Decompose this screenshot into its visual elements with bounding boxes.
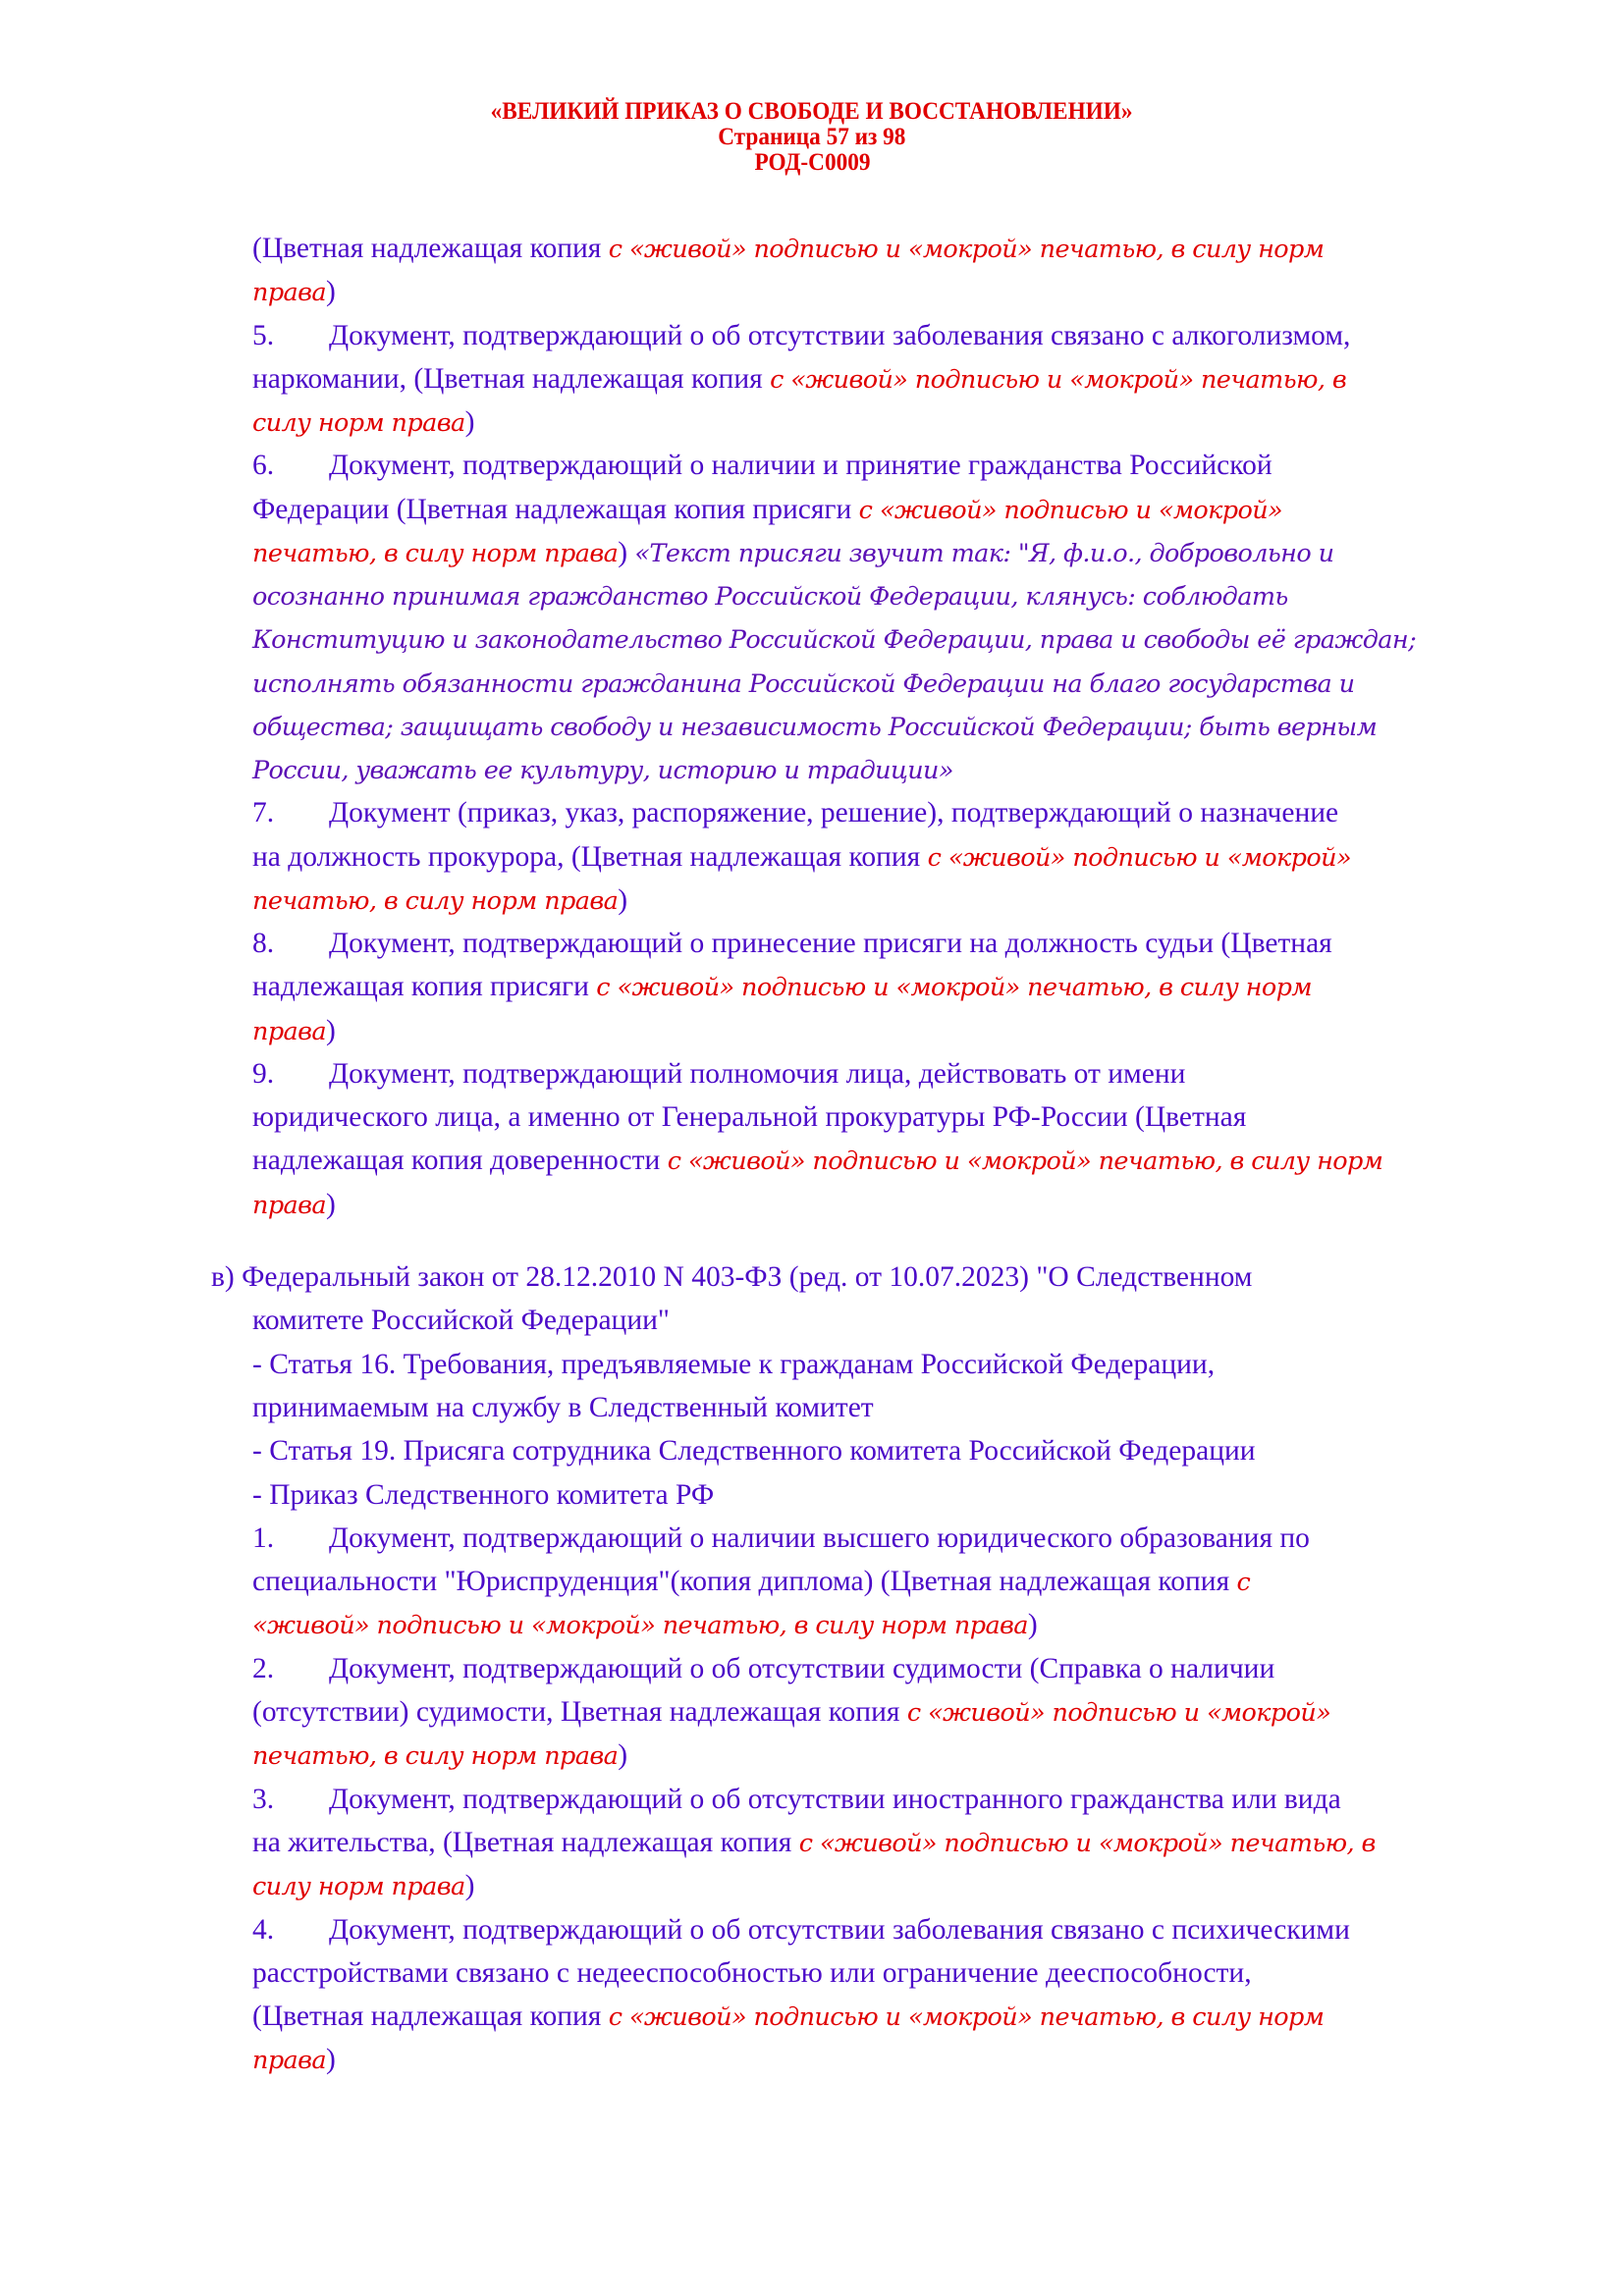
text-line <box>252 535 1333 571</box>
text-line <box>252 882 627 919</box>
text-line <box>252 1099 1246 1135</box>
body-text: Документ, подтверждающий о об отсутствии судимости (Справка о наличии <box>329 1652 1275 1684</box>
text-line <box>252 1912 1350 1948</box>
body-text: юридического лица, а именно от Генеральной прокуратуры РФ-России (Цветная <box>252 1101 1247 1133</box>
body-text: ) <box>618 1739 628 1772</box>
highlight-text: печатью, в силу норм права <box>252 538 619 568</box>
body-text: ) <box>326 1014 336 1046</box>
document-code-text: РОД-С0009 <box>753 149 871 176</box>
body-text: ) <box>326 1188 336 1220</box>
highlight-text: «живой» подписью и «мокрой» печатью, в силу норм права <box>252 1611 1028 1641</box>
text-line <box>252 448 1272 483</box>
body-text: (Цветная надлежащая копия <box>252 233 609 264</box>
highlight-text: с «живой» подписью и «мокрой» <box>906 1698 1331 1728</box>
text-line <box>252 274 336 310</box>
item-number: 1. <box>252 1522 275 1554</box>
text-line <box>252 1825 1376 1861</box>
highlight-text: права <box>252 1190 326 1220</box>
highlight-text: с «живой» подписью и «мокрой» <box>927 842 1351 873</box>
text-line <box>252 361 1346 398</box>
oath-text: исполнять обязанности гражданина Российской Федерации на благо государства и <box>252 668 1355 699</box>
text-line <box>252 1390 874 1425</box>
highlight-text: силу норм права <box>252 1872 465 1902</box>
oath-text: России, уважать ее культуру, историю и традиции» <box>252 756 953 785</box>
highlight-text: права <box>252 278 326 308</box>
highlight-text: с «живой» подписью и «мокрой» печатью, в <box>798 1828 1376 1858</box>
text-line <box>252 1477 714 1513</box>
oath-text: «Текст присяги звучит так: "Я, ф.и.о., добровольно и <box>634 538 1334 568</box>
item-number: 4. <box>252 1913 275 1946</box>
body-text: ) <box>618 536 635 568</box>
highlight-text: силу норм права <box>252 408 465 438</box>
item-number: 3. <box>252 1783 275 1815</box>
body-text: Документ, подтверждающий о об отсутствии иностранного гражданства или вида <box>329 1783 1341 1815</box>
highlight-text: права <box>252 1016 326 1046</box>
text-line <box>252 621 1416 658</box>
text-line <box>252 1433 1256 1468</box>
highlight-text: с «живой» подписью и «мокрой» печатью, в <box>770 364 1347 395</box>
body-text: Документ, подтверждающий полномочия лица, действовать от имени <box>329 1057 1186 1090</box>
body-text: комитете Российской Федерации" <box>252 1305 670 1337</box>
body-text: Документ, подтверждающий о об отсутствии заболевания связано с алкоголизмом, <box>329 319 1351 351</box>
text-line <box>252 1737 627 1774</box>
text-line <box>252 318 1350 353</box>
document-title-text: «ВЕЛИКИЙ ПРИКАЗ О СВОБОДЕ И ВОССТАНОВЛЕНИИ» <box>491 98 1133 125</box>
text-line <box>252 969 1312 1005</box>
body-text: ) <box>326 2044 336 2076</box>
body-text: принимаемым на службу в Следственный комитет <box>252 1391 874 1423</box>
body-text: - Статья 16. Требования, предъявляемые к гражданам Российской Федерации, <box>252 1348 1216 1380</box>
body-text: ) <box>1027 1609 1038 1641</box>
body-text: Федерации (Цветная надлежащая копия присяги <box>252 493 859 525</box>
highlight-text: с «живой» подписью и «мокрой» <box>858 495 1283 525</box>
body-text: Документ (приказ, указ, распоряжение, решение), подтверждающий о назначение <box>329 797 1339 829</box>
text-line <box>252 1607 1038 1643</box>
body-text: надлежащая копия доверенности <box>252 1145 668 1177</box>
highlight-text: права <box>252 2046 326 2076</box>
text-line <box>252 1056 1185 1092</box>
text-line <box>252 1651 1274 1686</box>
text-line <box>252 1955 1252 1991</box>
text-line <box>252 666 1354 702</box>
body-text: (Цветная надлежащая копия <box>252 2001 609 2033</box>
text-line <box>252 1143 1382 1179</box>
body-text: Документ, подтверждающий о об отсутствии заболевания связано с психическими <box>329 1913 1350 1946</box>
oath-text: общества; защищать свободу и независимость Российской Федерации; быть верным <box>252 712 1378 742</box>
body-text: на должность прокурора, (Цветная надлежащая копия <box>252 840 928 873</box>
text-line <box>211 1259 1252 1295</box>
text-line <box>252 926 1332 961</box>
item-number: 6. <box>252 450 275 482</box>
item-number: 2. <box>252 1652 275 1684</box>
body-text: расстройствами связано с недееспособностью или ограничение дееспособности, <box>252 1956 1252 1989</box>
body-text: на жительства, (Цветная надлежащая копия <box>252 1826 799 1858</box>
highlight-text: с <box>1236 1568 1251 1598</box>
text-line <box>252 1347 1215 1382</box>
text-line <box>252 709 1377 745</box>
highlight-text: печатью, в силу норм права <box>252 885 619 916</box>
oath-text: осознанно принимая гражданство Российской Федерации, клянусь: соблюдать <box>252 582 1288 612</box>
text-line <box>252 839 1351 876</box>
text-line <box>252 752 953 788</box>
item-number: 5. <box>252 319 275 351</box>
text-line <box>252 1564 1250 1600</box>
document-code <box>0 150 1624 176</box>
text-line <box>252 231 1324 267</box>
text-line <box>252 2042 336 2078</box>
body-text: ) <box>618 883 628 916</box>
item-number: 7. <box>252 797 275 829</box>
text-line <box>252 1782 1341 1817</box>
item-number: 9. <box>252 1057 275 1090</box>
page-number <box>0 125 1624 150</box>
text-line <box>252 795 1338 830</box>
text-line <box>252 404 474 441</box>
page-number-text: Страница 57 из 98 <box>718 124 906 150</box>
body-text: - Приказ Следственного комитета РФ <box>252 1478 715 1511</box>
body-text: (отсутствии) судимости, Цветная надлежащая копия <box>252 1696 907 1728</box>
text-line <box>252 1187 336 1223</box>
text-line <box>252 1303 670 1338</box>
oath-text: Конституцию и законодательство Российской Федерации, права и свободы её граждан; <box>252 625 1417 656</box>
document-title <box>0 99 1624 125</box>
body-text: надлежащая копия присяги <box>252 971 597 1003</box>
body-text: Документ, подтверждающий о принесение присяги на должность судьи (Цветная <box>329 928 1332 959</box>
highlight-text: с «живой» подписью и «мокрой» печатью, в силу норм <box>608 235 1325 264</box>
body-text: ) <box>464 1870 475 1902</box>
body-text: Документ, подтверждающий о наличии высшего юридического образования по <box>329 1522 1310 1554</box>
body-text: в) Федеральный закон от 28.12.2010 N 403-ФЗ (ред. от 10.07.2023) "О Следственном <box>211 1261 1253 1293</box>
text-line <box>252 1999 1324 2035</box>
text-line <box>252 578 1288 614</box>
body-text: ) <box>326 276 336 308</box>
highlight-text: печатью, в силу норм права <box>252 1741 619 1772</box>
text-line <box>252 1521 1310 1556</box>
body-text: Документ, подтверждающий о наличии и принятие гражданства Российской <box>329 450 1272 482</box>
body-text: ) <box>464 406 475 438</box>
text-line <box>252 492 1282 528</box>
text-line <box>252 1694 1330 1731</box>
highlight-text: с «живой» подписью и «мокрой» печатью, в силу норм <box>596 973 1312 1003</box>
body-text: специальности "Юриспруденция"(копия диплома) (Цветная надлежащая копия <box>252 1566 1237 1598</box>
text-line <box>252 1868 474 1904</box>
highlight-text: с «живой» подписью и «мокрой» печатью, в силу норм <box>608 2002 1325 2033</box>
item-number: 8. <box>252 928 275 959</box>
body-text: наркомании, (Цветная надлежащая копия <box>252 362 771 395</box>
body-text: - Статья 19. Присяга сотрудника Следственного комитета Российской Федерации <box>252 1435 1256 1468</box>
text-line <box>252 1013 336 1049</box>
highlight-text: с «живой» подписью и «мокрой» печатью, в силу норм <box>667 1147 1383 1177</box>
